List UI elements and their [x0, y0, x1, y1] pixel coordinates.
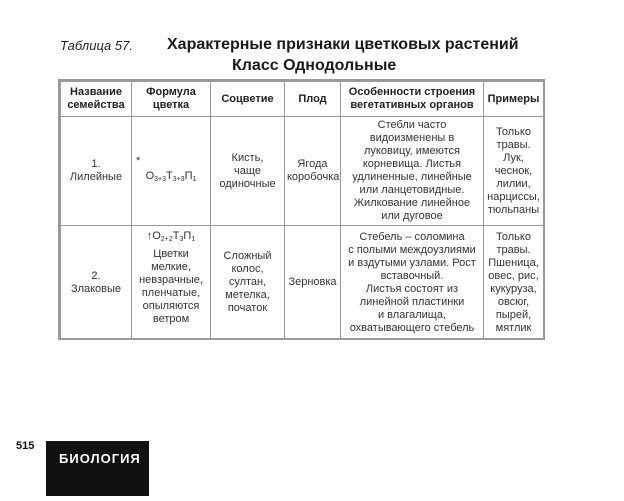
header-formula: Формула цветка: [132, 82, 211, 117]
formula-cell: [132, 117, 211, 226]
section-label: БИОЛОГИЯ: [59, 451, 141, 466]
header-examples: Примеры: [484, 82, 544, 117]
inflorescence-cell: Кисть, чаще одиночные: [211, 117, 285, 226]
examples-cell: Только травы. Лук, чеснок, лилии, нарциссы, тюльпаны: [484, 117, 544, 226]
table-header-row: [61, 82, 544, 117]
table-title: Характерные признаки цветковых растений: [167, 36, 519, 53]
fruit-cell: Зерновка: [285, 226, 341, 340]
plant-features-table: [60, 81, 544, 340]
family-cell: 1. Лилейные: [61, 117, 132, 226]
formula-note: Цветки мелкие, невзрачные, пленчатые, опыляются ветром: [139, 248, 203, 325]
family-cell: 2. Злаковые: [61, 226, 132, 340]
table-row: [61, 117, 544, 226]
table-row: [61, 226, 544, 340]
formula-cell: [132, 226, 211, 340]
flower-formula: $О_{3+3}Т_{3+3}П_1$: [145, 170, 197, 183]
section-label-box: [46, 441, 149, 496]
table-subtitle: Класс Однодольные: [232, 57, 397, 74]
inflorescence-cell: Сложный колос, султан, метелка, початок: [211, 226, 285, 340]
zygomorphic-symbol: ↑: [146, 230, 153, 242]
page-number: 515: [16, 440, 35, 452]
header-features: Особенности строения вегетативных органов: [341, 82, 484, 117]
header-inflorescence: Соцветие: [211, 82, 285, 117]
header-fruit: Плод: [285, 82, 341, 117]
features-cell: Стебель – соломина с полыми междоузлиями и вздутыми узлами. Рост вставочный. Листья состоят из линейной пластинки и влагалища, охватывающего стебель: [341, 226, 484, 340]
flower-formula: $↑О_{2+2}Т_3П_1$: [146, 230, 196, 243]
header-family: Название семейства: [61, 82, 132, 117]
features-cell: Стебли часто видоизменены в луковицу, имеются корневища. Листья удлиненные, линейные или ланцетовидные. Жилкование линейное или дуговое: [341, 117, 484, 226]
actinomorphic-symbol: *: [136, 155, 141, 167]
fruit-cell: Ягода коробочка: [285, 117, 341, 226]
table-number: Таблица 57.: [60, 38, 133, 53]
examples-cell: Только травы. Пшеница, овес, рис, кукуруза, овсюг, пырей, мятлик: [484, 226, 544, 340]
